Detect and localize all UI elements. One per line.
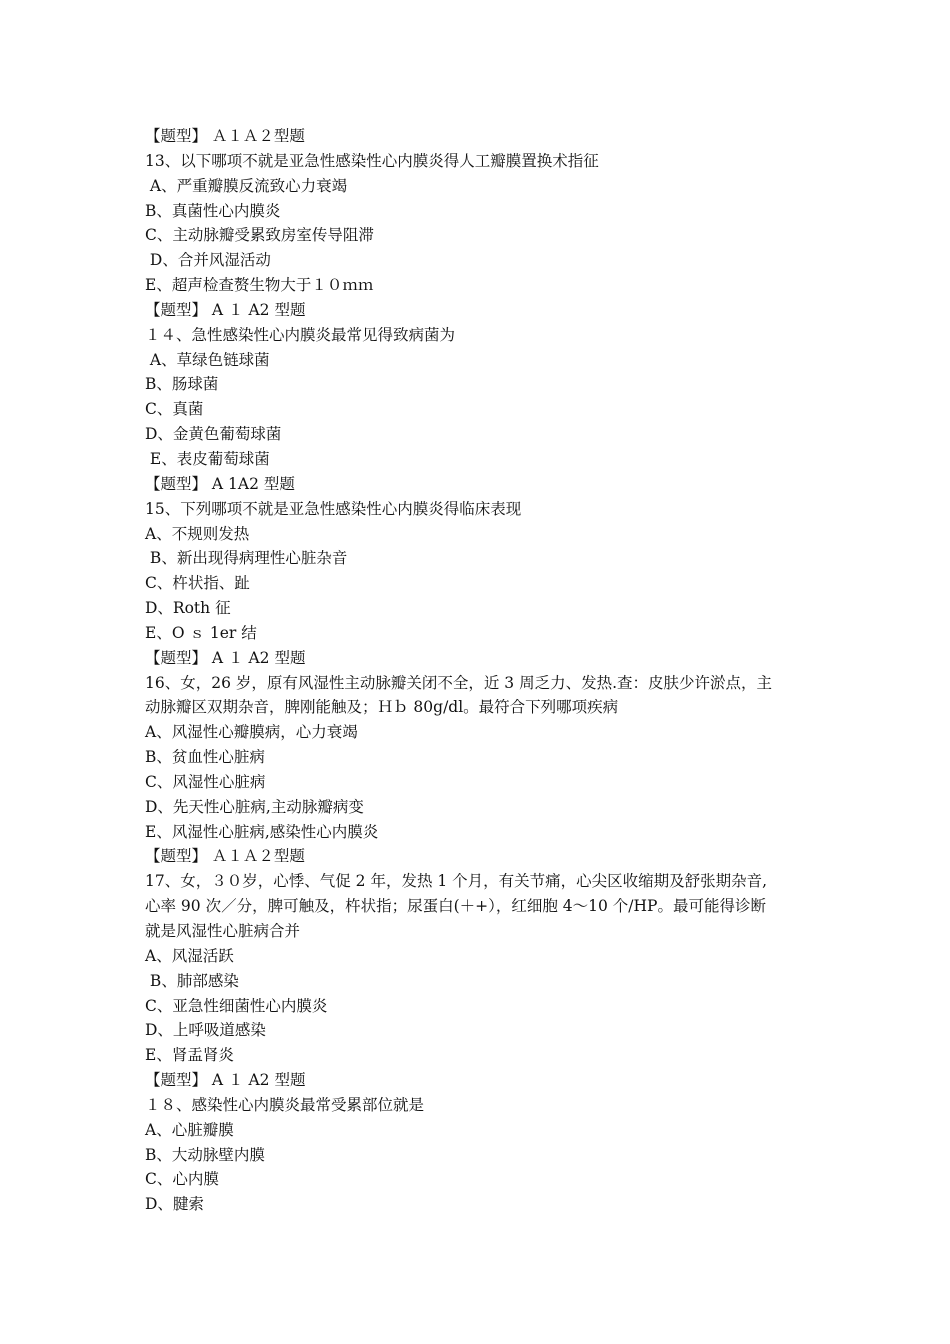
answer-option-d: D、Roth 征	[145, 599, 231, 618]
question-stem: １４、急性感染性心内膜炎最常见得致病菌为	[145, 325, 456, 344]
answer-option-a: A、草绿色链球菌	[145, 350, 270, 369]
answer-option-c: C、亚急性细菌性心内膜炎	[145, 996, 328, 1015]
question-block	[145, 844, 813, 1068]
answer-option-a: A、不规则发热	[145, 524, 250, 543]
answer-option-a: A、风湿性心瓣膜病，心力衰竭	[145, 723, 358, 742]
answer-option-a: A、心脏瓣膜	[145, 1120, 234, 1139]
answer-option-c: C、风湿性心脏病	[145, 772, 266, 791]
document-page	[145, 124, 813, 1217]
answer-option-d: D、上呼吸道感染	[145, 1021, 266, 1040]
question-stem-line: 心率 90 次／分，脾可触及，杵状指；尿蛋白(＋+），红细胞 4～10 个/HP。最可能得诊断	[145, 897, 766, 916]
answer-option-b: B、肺部感染	[145, 971, 239, 990]
question-block	[145, 472, 813, 646]
question-block	[145, 1068, 813, 1217]
answer-option-e: E、O ｓ 1er 结	[145, 623, 257, 642]
question-type-label: 【题型】 A １ A2 型题	[145, 300, 306, 319]
answer-option-c: C、杵状指、趾	[145, 574, 250, 593]
question-type-label: 【题型】 Ａ１Ａ２型题	[145, 847, 305, 866]
answer-option-b: B、大动脉壁内膜	[145, 1145, 265, 1164]
answer-option-e: E、风湿性心脏病,感染性心内膜炎	[145, 822, 379, 841]
question-block	[145, 124, 813, 298]
answer-option-b: B、贫血性心脏病	[145, 748, 265, 767]
question-stem-line: 17、女，３０岁，心悸、气促 2 年，发热 1 个月，有关节痛，心尖区收缩期及舒张期杂音,	[145, 872, 768, 891]
question-type-label: 【题型】 A 1A2 型题	[145, 474, 295, 493]
answer-option-c: C、真菌	[145, 400, 204, 419]
answer-option-b: B、新出现得病理性心脏杂音	[145, 549, 348, 568]
question-block	[145, 646, 813, 845]
answer-option-c: C、心内膜	[145, 1170, 219, 1189]
question-stem-line: 就是风湿性心脏病合并	[145, 922, 301, 940]
question-stem-line: 动脉瓣区双期杂音，脾刚能触及；Ｈｂ 80g/dl。最符合下列哪项疾病	[145, 698, 619, 717]
answer-option-c: C、主动脉瓣受累致房室传导阻滞	[145, 226, 374, 245]
answer-option-e: E、超声检查赘生物大于１０ｍｍ	[145, 276, 374, 295]
question-stem: １８、感染性心内膜炎最常受累部位就是	[145, 1095, 425, 1114]
answer-option-e: E、表皮葡萄球菌	[145, 449, 270, 468]
question-stem-line: 16、女，26 岁，原有风湿性主动脉瓣关闭不全，近 3 周乏力、发热.查：皮肤少许淤点，主	[145, 673, 773, 692]
answer-option-d: D、先天性心脏病,主动脉瓣病变	[145, 797, 364, 816]
question-stem	[145, 869, 813, 944]
answer-option-b: B、真菌性心内膜炎	[145, 201, 281, 220]
question-stem	[145, 671, 813, 721]
question-type-label: 【题型】 Ａ１Ａ２型题	[145, 127, 305, 145]
answer-option-e: E、肾盂肾炎	[145, 1046, 234, 1065]
question-stem: 15、下列哪项不就是亚急性感染性心内膜炎得临床表现	[145, 499, 522, 518]
question-block	[145, 298, 813, 472]
answer-option-d: D、腱索	[145, 1195, 204, 1214]
question-type-label: 【题型】 A １ A2 型题	[145, 1071, 306, 1090]
answer-option-a: A、严重瓣膜反流致心力衰竭	[145, 176, 348, 195]
answer-option-d: D、合并风湿活动	[145, 251, 271, 270]
answer-option-d: D、金黄色葡萄球菌	[145, 425, 282, 444]
question-type-label: 【题型】 A １ A2 型题	[145, 648, 306, 667]
question-stem: 13、以下哪项不就是亚急性感染性心内膜炎得人工瓣膜置换术指征	[145, 151, 599, 170]
answer-option-b: B、肠球菌	[145, 375, 219, 394]
answer-option-a: A、风湿活跃	[145, 946, 234, 965]
